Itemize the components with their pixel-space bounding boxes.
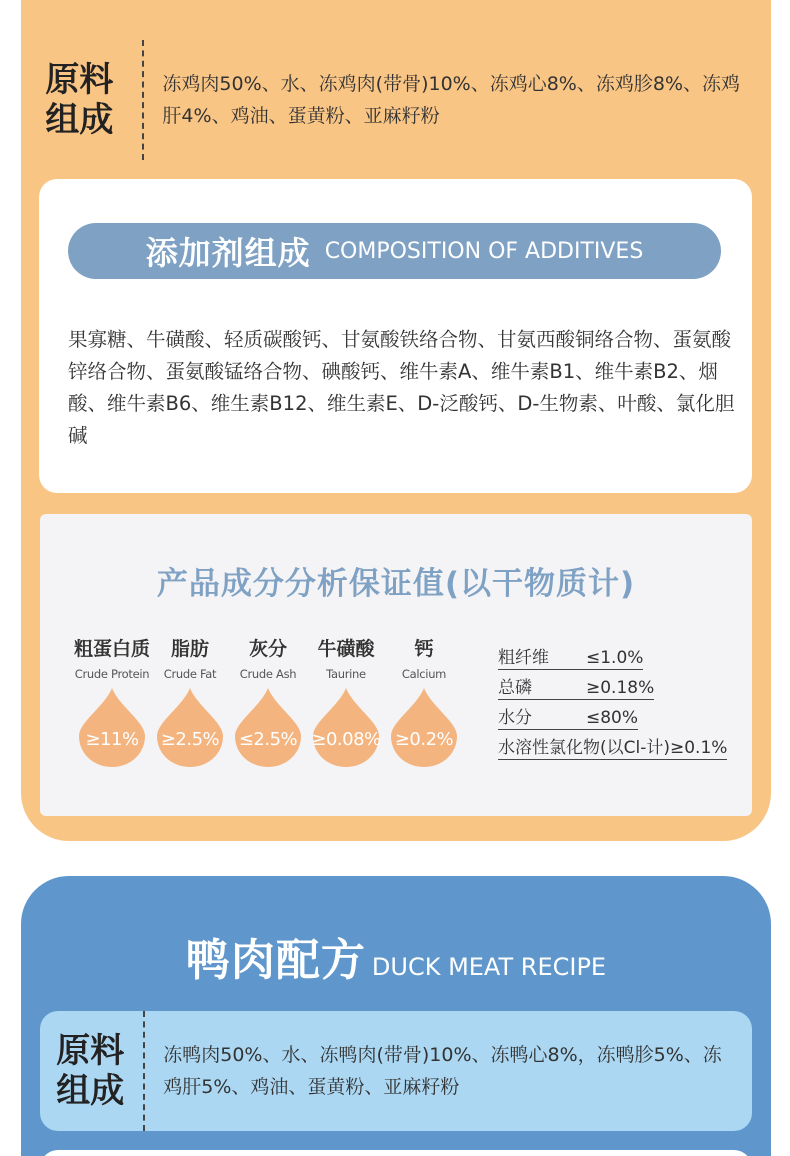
nutrient-item <box>150 636 230 750</box>
nutrient-name-en: Calcium <box>401 667 447 681</box>
nutrient-value: ≥11% <box>85 729 139 750</box>
extra-nutrient-underline <box>498 678 654 700</box>
nutrient-item <box>306 636 386 750</box>
droplet-icon <box>313 686 379 768</box>
extra-nutrient-value: ≥0.18% <box>586 678 655 698</box>
extra-nutrient-row <box>498 730 727 760</box>
nutrient-item <box>228 636 308 750</box>
extra-nutrient-name: 粗纤维 <box>498 648 549 668</box>
extra-nutrient-value: ≤80% <box>586 708 639 728</box>
duck-ingredients-card <box>40 1011 752 1131</box>
nutrient-name-en: Crude Protein <box>74 667 150 681</box>
ingredients-text: 冻鸡肉50%、水、冻鸡肉(带骨)10%、冻鸡心8%、冻鸡胗8%、冻鸡肝4%、鸡油、蛋黄粉、亚麻籽粉 <box>162 73 740 127</box>
extra-nutrient-row <box>498 700 727 730</box>
extra-nutrient-value: ≥0.1% <box>670 738 728 758</box>
droplet-icon <box>157 686 223 768</box>
duck-ingredients-label <box>40 1011 143 1131</box>
extra-nutrient-name: 水分 <box>498 708 532 728</box>
additives-text: 果寡糖、牛磺酸、轻质碳酸钙、甘氨酸铁络合物、甘氨西酸铜络合物、蛋氨酸锌络合物、蛋氨酸锰络合物、碘酸钙、维牛素A、维牛素B1、维牛素B2、烟酸、维牛素B6、维生素B12、维生素E、D-泛酸钙、D-生物素、叶酸、氯化胆碱 <box>68 328 735 447</box>
extra-nutrient-underline <box>498 738 727 760</box>
ingredients-label <box>21 40 142 160</box>
chicken-ingredients-row <box>21 40 771 160</box>
duck-recipe-title <box>21 924 771 988</box>
nutrient-name-en: Taurine <box>326 667 366 681</box>
extra-nutrient-row <box>498 670 727 700</box>
nutrient-value: ≥0.2% <box>394 729 454 750</box>
duck-ingredients-label-line2: 组成 <box>56 1071 125 1111</box>
duck-next-card <box>40 1150 752 1156</box>
droplet-icon <box>391 686 457 768</box>
nutrient-value: ≥2.5% <box>160 729 220 750</box>
additives-title-cn: 添加剂组成 <box>145 234 311 272</box>
nutrient-name-cn: 粗蛋白质 <box>73 638 150 660</box>
nutrient-item <box>72 636 152 750</box>
extra-nutrient-name: 水溶性氯化物(以Cl-计) <box>498 738 670 758</box>
additives-title-en: COMPOSITION OF ADDITIVES <box>324 238 644 264</box>
duck-ingredients-label-line1: 原料 <box>56 1031 125 1071</box>
nutrient-name-cn: 脂肪 <box>170 638 209 660</box>
additives-card <box>39 179 752 493</box>
ingredients-label-line2: 组成 <box>45 100 114 140</box>
extra-nutrient-underline <box>498 648 643 670</box>
nutrient-name-en: Crude Ash <box>239 667 297 681</box>
nutrient-value: ≥0.08% <box>311 729 381 750</box>
duck-ingredients-text: 冻鸭肉50%、水、冻鸭肉(带骨)10%、冻鸭心8%，冻鸭胗5%、冻鸡肝5%、鸡油、蛋黄粉、亚麻籽粉 <box>163 1044 722 1098</box>
extra-nutrient-name: 总磷 <box>498 678 532 698</box>
nutrient-item <box>384 636 464 750</box>
extra-nutrient-list <box>498 640 727 760</box>
extra-nutrient-row <box>498 640 727 670</box>
nutrient-name-cn: 钙 <box>414 638 434 660</box>
extra-nutrient-underline <box>498 708 638 730</box>
droplet-icon <box>79 686 145 768</box>
ingredients-label-line1: 原料 <box>45 60 114 100</box>
nutrient-value: ≤2.5% <box>238 729 298 750</box>
droplet-icon <box>235 686 301 768</box>
analysis-card <box>40 514 752 816</box>
nutrient-name-en: Crude Fat <box>163 667 217 681</box>
nutrient-name-cn: 灰分 <box>248 638 287 660</box>
nutrient-name-cn: 牛磺酸 <box>317 638 375 660</box>
extra-nutrient-value: ≤1.0% <box>586 648 644 668</box>
additives-header-pill <box>68 223 721 279</box>
analysis-title: 产品成分分析保证值(以干物质计) <box>156 566 636 602</box>
duck-recipe-section <box>21 876 771 1156</box>
duck-title-en: DUCK MEAT RECIPE <box>371 953 607 981</box>
duck-title-cn: 鸭肉配方 <box>185 935 366 986</box>
